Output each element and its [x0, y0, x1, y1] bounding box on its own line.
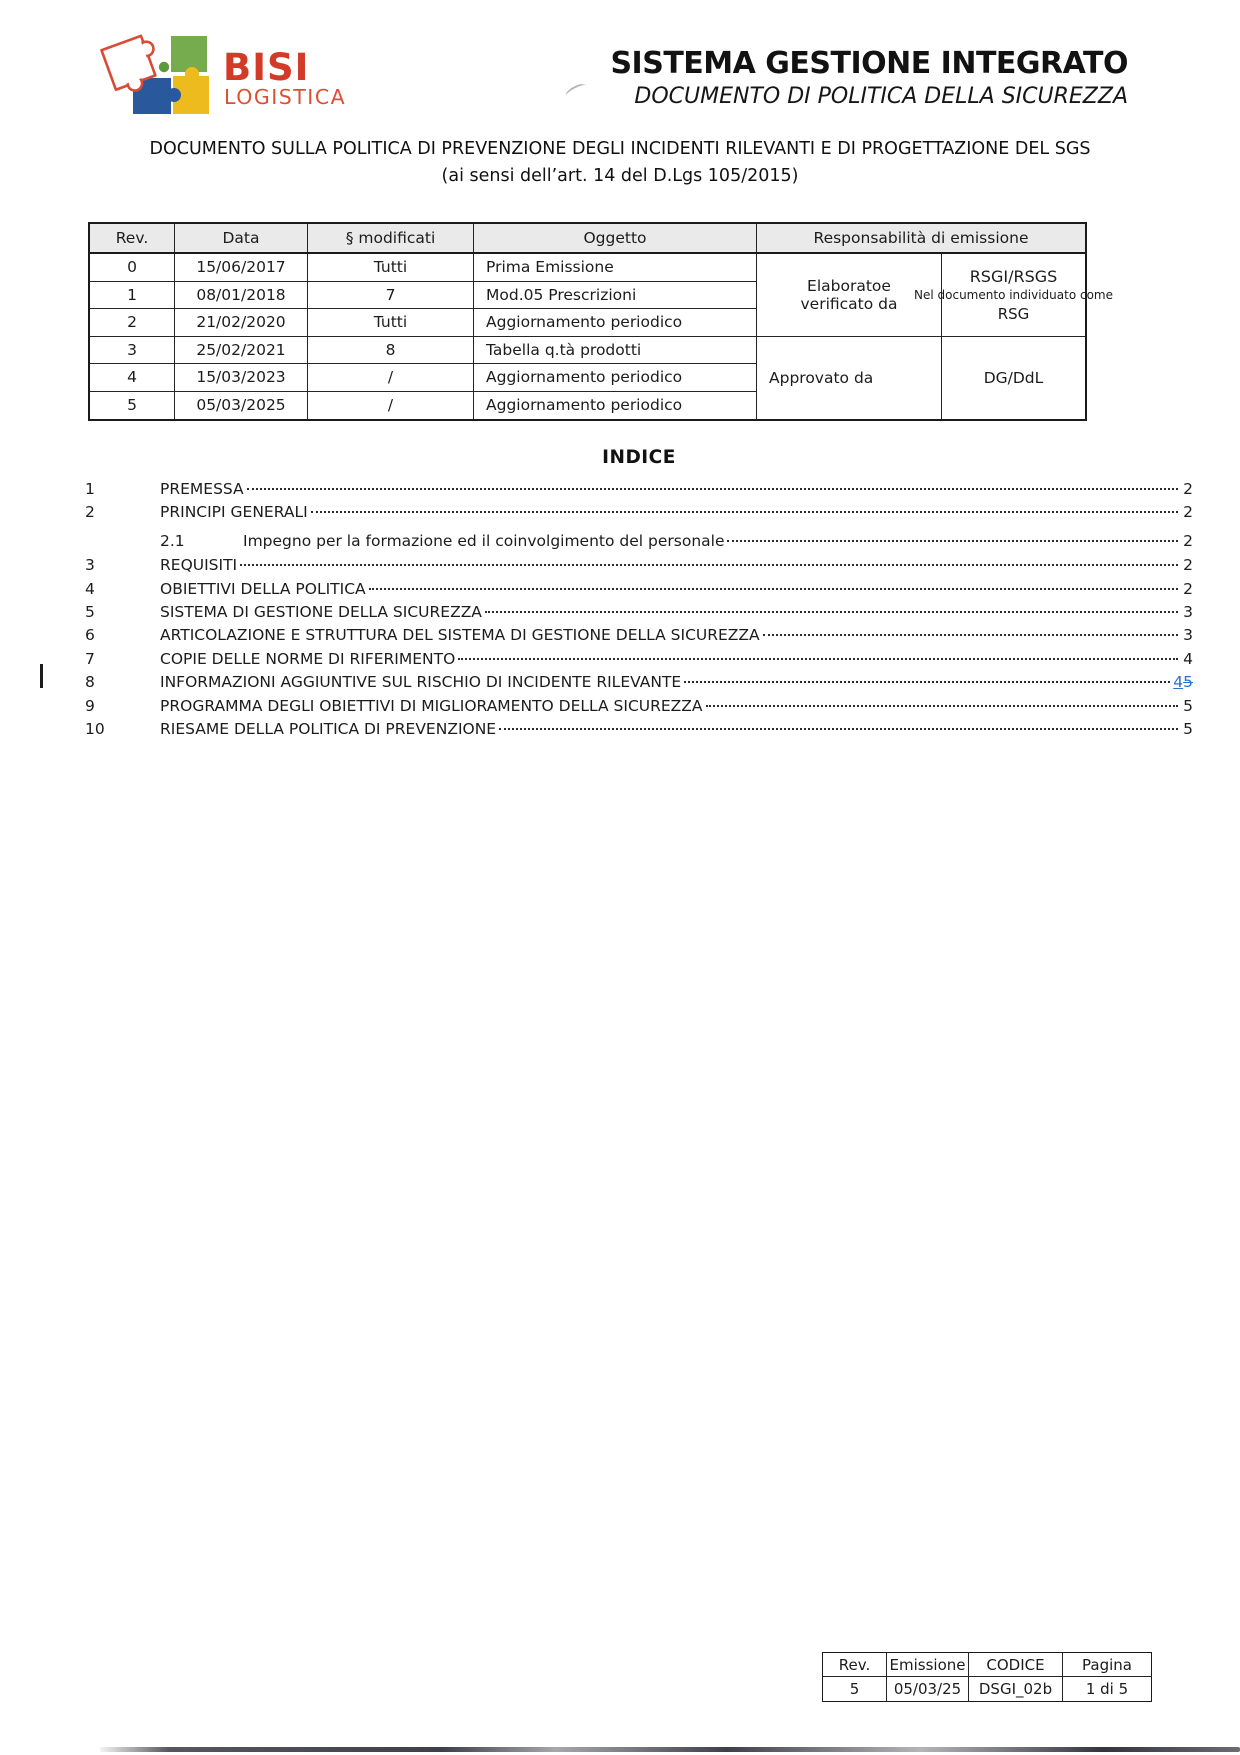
toc-entry-page [1173, 671, 1193, 694]
puzzle-icon [102, 33, 209, 114]
toc-leader-dots [485, 611, 1178, 613]
toc-entry-title: PROGRAMMA DEGLI OBIETTIVI DI MIGLIORAMENTO DELLA SICUREZZA [160, 696, 703, 715]
toc-leader-dots [247, 488, 1178, 490]
footer-value-codice: DSGI_02b [969, 1677, 1063, 1701]
toc-entry-number: 4 [85, 579, 95, 598]
toc-entry-number: 1 [85, 480, 95, 498]
par-cell: / [308, 392, 474, 420]
footer-value-emissione: 05/03/25 [887, 1677, 969, 1701]
revision-table [88, 222, 1113, 421]
toc-leader-dots [240, 564, 1178, 566]
footer-header-codice: CODICE [969, 1653, 1063, 1677]
toc-entry-title: SISTEMA DI GESTIONE DELLA SICUREZZA [160, 602, 482, 621]
data-cell: 08/01/2018 [175, 282, 308, 310]
approvato-da-cell: Approvato da [757, 337, 942, 420]
oggetto-cell: Prima Emissione [474, 254, 757, 282]
toc-leader-dots [763, 634, 1178, 636]
data-cell: 05/03/2025 [175, 392, 308, 420]
toc-leader-dots [706, 705, 1178, 707]
toc-entry-number: 8 [85, 673, 95, 692]
toc-entry-page: 5 [1183, 719, 1193, 738]
toc-entry [85, 478, 1193, 501]
toc-entry [85, 718, 1193, 741]
toc-leader-dots [369, 588, 1178, 590]
toc-entry-page: 2 [1183, 556, 1193, 575]
footer-header-pagina: Pagina [1063, 1653, 1151, 1677]
bisi-logistica-logo [95, 24, 515, 120]
data-cell: 15/03/2023 [175, 364, 308, 392]
toc-entry-number: 6 [85, 626, 95, 645]
footer-header-emissione: Emissione [887, 1653, 969, 1677]
oggetto-cell: Tabella q.tà prodotti [474, 337, 757, 365]
elaborato-word: Elaborato [807, 276, 882, 295]
toc-sub-entry [85, 530, 1193, 553]
footer-header-rev: Rev. [823, 1653, 887, 1677]
toc-entry-title: Impegno per la formazione ed il coinvolgimento del personale [243, 531, 725, 550]
toc-leader-dots [684, 681, 1170, 683]
table-of-contents [85, 478, 1193, 741]
footer-value-rev: 5 [823, 1677, 887, 1701]
toc-entry-number: 10 [85, 719, 105, 738]
toc-entry-with-tracked-change [85, 671, 1193, 694]
rsgi-rsgs-label: RSGI/RSGS [969, 266, 1058, 286]
elaborato-e-word: e [881, 276, 891, 295]
data-cell: 25/02/2021 [175, 337, 308, 365]
toc-entry-title: PRINCIPI GENERALI [160, 503, 308, 522]
toc-entry-number: 7 [85, 649, 95, 668]
toc-entry-page: 2 [1183, 480, 1193, 498]
col-header-data: Data [175, 224, 308, 254]
toc-entry-title: PREMESSA [160, 480, 244, 498]
col-header-responsabilita: Responsabilità di emissione [757, 224, 1085, 254]
dg-ddl-cell: DG/DdL [983, 368, 1044, 387]
toc-entry [85, 554, 1193, 577]
logo-wordmark: BISI [223, 46, 310, 89]
nel-documento-label: Nel documento individuato come [914, 287, 1113, 302]
col-header-rev: Rev. [90, 224, 175, 254]
toc-entry-page: 5 [1183, 696, 1193, 715]
toc-entry-title: RIESAME DELLA POLITICA DI PREVENZIONE [160, 719, 497, 738]
par-cell: Tutti [308, 254, 474, 282]
oggetto-cell: Mod.05 Prescrizioni [474, 282, 757, 310]
toc-leader-dots [458, 658, 1178, 660]
footer-revision-table [822, 1652, 1152, 1702]
rev-cell: 0 [90, 254, 175, 282]
toc-entry-page: 2 [1183, 531, 1193, 550]
oggetto-cell: Aggiornamento periodico [474, 309, 757, 337]
document-title [85, 136, 1155, 190]
toc-entry-title: OBIETTIVI DELLA POLITICA [160, 579, 366, 598]
toc-entry-title: COPIE DELLE NORME DI RIFERIMENTO [160, 649, 456, 668]
col-header-par-modificati: § modificati [308, 224, 474, 254]
system-title: SISTEMA GESTIONE INTEGRATO [610, 46, 1128, 81]
toc-entry-page: 2 [1183, 503, 1193, 522]
rev-cell: 5 [90, 392, 175, 420]
system-subtitle: DOCUMENTO DI POLITICA DELLA SICUREZZA [634, 84, 1128, 109]
par-cell: / [308, 364, 474, 392]
toc-entry-number: 2.1 [160, 531, 185, 550]
deleted-page-number: 5 [1183, 673, 1193, 692]
toc-leader-dots [499, 728, 1178, 730]
header-title-block [610, 46, 1128, 109]
data-cell: 15/06/2017 [175, 254, 308, 282]
toc-entry-number: 2 [85, 503, 95, 522]
toc-heading: INDICE [602, 447, 676, 468]
inserted-page-number: 4 [1173, 673, 1184, 692]
toc-entry-number: 3 [85, 556, 95, 575]
rev-cell: 4 [90, 364, 175, 392]
toc-leader-dots [727, 540, 1178, 542]
toc-entry [85, 648, 1193, 671]
footer-value-pagina: 1 di 5 [1085, 1680, 1129, 1698]
toc-entry-title: INFORMAZIONI AGGIUNTIVE SUL RISCHIO DI INCIDENTE RILEVANTE [160, 673, 682, 692]
rsgi-rsgs-cell [914, 254, 1113, 337]
par-cell: 7 [308, 282, 474, 310]
toc-entry-page: 4 [1183, 649, 1193, 668]
toc-entry [85, 501, 1193, 524]
document-title-line1: DOCUMENTO SULLA POLITICA DI PREVENZIONE DEGLI INCIDENTI RILEVANTI E DI PROGETTAZIONE DEL SGS [149, 139, 1091, 159]
rsg-label: RSG [997, 304, 1030, 323]
par-cell: 8 [308, 337, 474, 365]
data-cell: 21/02/2020 [175, 309, 308, 337]
toc-entry [85, 695, 1193, 718]
logo-subtitle: LOGISTICA [224, 85, 347, 109]
rev-cell: 2 [90, 309, 175, 337]
toc-entry [85, 624, 1193, 647]
toc-entry [85, 601, 1193, 624]
toc-entry [85, 578, 1193, 601]
document-title-line2: (ai sensi dell’art. 14 del D.Lgs 105/2015) [441, 166, 799, 187]
toc-entry-page: 3 [1183, 602, 1193, 621]
toc-entry-number: 9 [85, 696, 95, 715]
oggetto-cell: Aggiornamento periodico [474, 364, 757, 392]
toc-entry-page: 3 [1183, 626, 1193, 645]
rev-cell: 3 [90, 337, 175, 365]
rev-cell: 1 [90, 282, 175, 310]
toc-entry-number: 5 [85, 602, 95, 621]
col-header-oggetto: Oggetto [474, 224, 757, 254]
toc-entry-title: ARTICOLAZIONE E STRUTTURA DEL SISTEMA DI GESTIONE DELLA SICUREZZA [160, 626, 760, 645]
scan-squiggle-artifact [564, 81, 588, 99]
toc-entry-title: REQUISITI [160, 556, 238, 575]
par-cell: Tutti [308, 309, 474, 337]
tracked-change-bar [40, 664, 43, 688]
verificato-da-word: verificato da [800, 294, 898, 313]
toc-entry-page: 2 [1183, 579, 1193, 598]
toc-leader-dots [311, 511, 1178, 513]
oggetto-cell: Aggiornamento periodico [474, 392, 757, 420]
scan-edge-artifact [100, 1747, 1240, 1752]
